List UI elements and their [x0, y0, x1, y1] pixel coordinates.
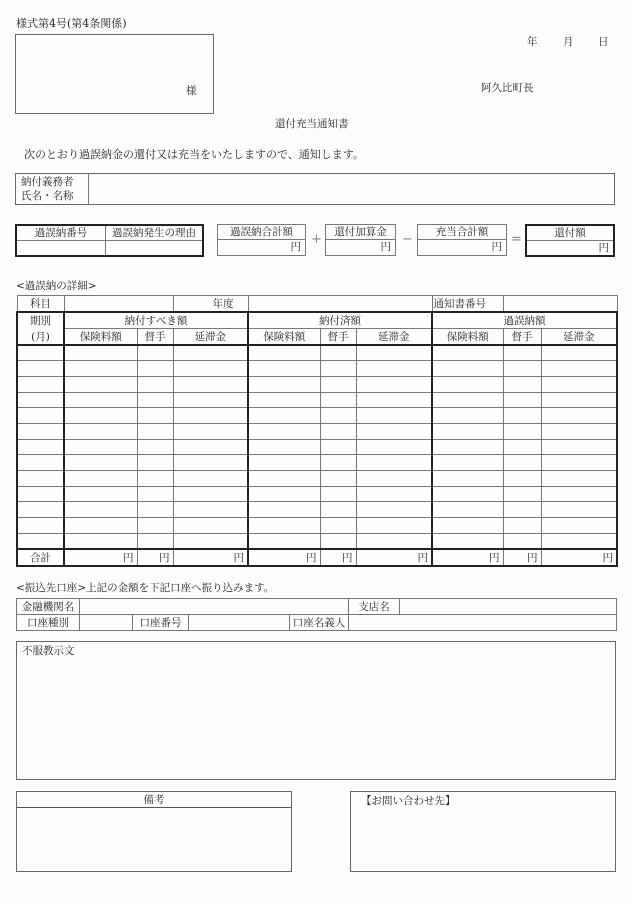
amount-cell[interactable]	[173, 392, 248, 408]
addressee-box[interactable]	[15, 34, 214, 114]
amount-cell[interactable]	[356, 502, 432, 518]
amount-cell[interactable]	[503, 486, 541, 502]
amount-cell[interactable]	[432, 423, 503, 439]
amount-cell[interactable]	[541, 502, 617, 518]
equals-operator: =	[511, 232, 522, 247]
total-overpaid-unit: 円	[290, 241, 301, 253]
fiscal-year-label: 年度	[173, 296, 248, 313]
amount-cell[interactable]	[541, 361, 617, 377]
account-holder-field[interactable]	[349, 615, 617, 631]
total-paid-fee[interactable]: 円	[320, 549, 356, 566]
due-premium-header: 保険料額	[64, 329, 137, 346]
refund-addition-box[interactable]	[325, 224, 396, 256]
amount-cell[interactable]	[64, 376, 137, 392]
date-day: 日	[598, 36, 609, 48]
table-row	[17, 471, 617, 487]
appeal-notice-label: 不服教示文	[22, 645, 75, 657]
amount-cell[interactable]	[173, 486, 248, 502]
obligor-label-line2: 氏名・名称	[21, 190, 74, 202]
amount-cell[interactable]	[432, 361, 503, 377]
amount-cell[interactable]	[541, 533, 617, 549]
period-cell[interactable]	[17, 486, 64, 502]
amount-cell[interactable]	[503, 408, 541, 424]
remarks-label: 備考	[17, 792, 291, 808]
amount-cell[interactable]	[64, 423, 137, 439]
total-overpaid-label: 過誤納合計額	[218, 225, 305, 240]
amount-cell[interactable]	[173, 376, 248, 392]
amount-cell[interactable]	[541, 455, 617, 471]
amount-cell[interactable]	[503, 502, 541, 518]
total-due-premium[interactable]: 円	[64, 549, 137, 566]
obligor-section	[15, 173, 615, 205]
amount-cell[interactable]	[432, 455, 503, 471]
overpaid-fee-header: 督手	[503, 329, 541, 346]
contact-box	[350, 791, 616, 872]
branch-label: 支店名	[349, 599, 400, 615]
amount-cell[interactable]	[356, 423, 432, 439]
amount-cell[interactable]	[248, 408, 320, 424]
amount-cell[interactable]	[173, 471, 248, 487]
amount-cell[interactable]	[64, 392, 137, 408]
table-row	[17, 502, 617, 518]
amount-cell[interactable]	[356, 518, 432, 534]
amount-cell[interactable]	[356, 533, 432, 549]
paid-premium-header: 保険料額	[248, 329, 320, 346]
amount-cell[interactable]	[248, 345, 320, 361]
table-row	[17, 408, 617, 424]
amount-cell[interactable]	[541, 423, 617, 439]
subject-label: 科目	[17, 296, 64, 313]
amount-cell[interactable]	[137, 455, 173, 471]
document-title: 還付充当通知書	[275, 118, 349, 130]
due-fee-header: 督手	[137, 329, 173, 346]
refund-addition-label: 還付加算金	[326, 225, 395, 240]
amount-cell[interactable]	[137, 423, 173, 439]
amount-cell[interactable]	[248, 502, 320, 518]
amount-cell[interactable]	[248, 533, 320, 549]
amount-cell[interactable]	[356, 471, 432, 487]
period-cell[interactable]	[17, 376, 64, 392]
amount-cell[interactable]	[64, 486, 137, 502]
period-cell[interactable]	[17, 439, 64, 455]
detail-meta-row	[17, 296, 617, 313]
amount-cell[interactable]	[432, 533, 503, 549]
amount-cell[interactable]	[503, 345, 541, 361]
amount-cell[interactable]	[137, 518, 173, 534]
group-header-due: 納付すべき額	[64, 312, 248, 329]
amount-cell[interactable]	[356, 392, 432, 408]
amount-cell[interactable]	[432, 408, 503, 424]
amount-cell[interactable]	[320, 439, 356, 455]
amount-cell[interactable]	[320, 502, 356, 518]
total-overpaid-box[interactable]	[217, 224, 306, 256]
period-cell[interactable]	[17, 471, 64, 487]
total-paid-late[interactable]: 円	[356, 549, 432, 566]
overpaid-premium-header: 保険料額	[432, 329, 503, 346]
overpayment-number-field[interactable]	[17, 241, 106, 255]
amount-cell[interactable]	[320, 423, 356, 439]
amount-cell[interactable]	[248, 518, 320, 534]
amount-cell[interactable]	[137, 486, 173, 502]
appropriation-total-unit: 円	[491, 241, 502, 253]
amount-cell[interactable]	[64, 518, 137, 534]
amount-cell[interactable]	[64, 455, 137, 471]
amount-cell[interactable]	[248, 455, 320, 471]
period-cell[interactable]	[17, 345, 64, 361]
amount-cell[interactable]	[503, 455, 541, 471]
amount-cell[interactable]	[503, 471, 541, 487]
amount-cell[interactable]	[137, 345, 173, 361]
period-cell[interactable]	[17, 392, 64, 408]
amount-cell[interactable]	[173, 518, 248, 534]
amount-cell[interactable]	[137, 376, 173, 392]
detail-sub-header-row	[17, 329, 617, 346]
appropriation-total-label: 充当合計額	[418, 225, 506, 240]
period-cell[interactable]	[17, 518, 64, 534]
amount-cell[interactable]	[137, 361, 173, 377]
form-number: 様式第4号(第4条関係)	[16, 17, 127, 30]
refund-amount-unit: 円	[598, 242, 609, 254]
group-header-overpaid: 過誤納額	[432, 312, 617, 329]
amount-cell[interactable]	[64, 502, 137, 518]
overpayment-info-table	[15, 224, 204, 257]
amount-cell[interactable]	[432, 345, 503, 361]
refund-addition-unit: 円	[380, 241, 391, 253]
amount-cell[interactable]	[503, 392, 541, 408]
period-label-line2: (月)	[17, 329, 64, 346]
amount-cell[interactable]	[432, 502, 503, 518]
notice-number-field[interactable]	[503, 296, 617, 313]
amount-cell[interactable]	[248, 439, 320, 455]
overpayment-reason-field[interactable]	[106, 241, 202, 255]
amount-cell[interactable]	[64, 408, 137, 424]
amount-cell[interactable]	[356, 345, 432, 361]
table-row	[17, 423, 617, 439]
date-month: 月	[563, 36, 574, 48]
branch-field[interactable]	[400, 599, 617, 615]
amount-cell[interactable]	[356, 376, 432, 392]
amount-cell[interactable]	[248, 471, 320, 487]
amount-cell[interactable]	[503, 361, 541, 377]
amount-cell[interactable]	[432, 518, 503, 534]
amount-cell[interactable]	[320, 471, 356, 487]
amount-cell[interactable]	[356, 361, 432, 377]
amount-cell[interactable]	[173, 423, 248, 439]
amount-cell[interactable]	[503, 376, 541, 392]
total-overpaid-fee[interactable]: 円	[503, 549, 541, 566]
amount-cell[interactable]	[320, 408, 356, 424]
amount-cell[interactable]	[64, 345, 137, 361]
amount-cell[interactable]	[320, 345, 356, 361]
amount-cell[interactable]	[503, 423, 541, 439]
refund-amount-label: 還付額	[527, 226, 613, 241]
period-label-line1: 期別	[17, 312, 64, 329]
issuer-name: 阿久比町長	[481, 82, 534, 94]
due-late-header: 延滞金	[173, 329, 248, 346]
amount-cell[interactable]	[173, 439, 248, 455]
table-row	[17, 345, 617, 361]
amount-cell[interactable]	[320, 518, 356, 534]
amount-cell[interactable]	[432, 376, 503, 392]
amount-cell[interactable]	[248, 392, 320, 408]
institution-label: 金融機関名	[17, 599, 80, 615]
account-type-field[interactable]	[80, 615, 133, 631]
subject-field[interactable]	[64, 296, 173, 313]
account-number-label: 口座番号	[133, 615, 189, 631]
appropriation-total-box[interactable]	[417, 224, 507, 256]
amount-cell[interactable]	[320, 455, 356, 471]
amount-cell[interactable]	[64, 533, 137, 549]
amount-cell[interactable]	[356, 486, 432, 502]
table-row	[17, 376, 617, 392]
amount-cell[interactable]	[432, 392, 503, 408]
bank-section-title: <振込先口座>上記の金額を下記口座へ振り込みます。	[16, 582, 275, 594]
bank-row-2	[17, 615, 617, 631]
amount-cell[interactable]	[320, 533, 356, 549]
amount-cell[interactable]	[541, 408, 617, 424]
plus-operator: +	[311, 232, 322, 247]
amount-cell[interactable]	[137, 533, 173, 549]
table-row	[17, 439, 617, 455]
total-label: 合計	[17, 549, 64, 566]
remarks-box	[16, 791, 292, 872]
amount-cell[interactable]	[173, 502, 248, 518]
period-cell[interactable]	[17, 423, 64, 439]
bank-table	[16, 598, 617, 631]
amount-cell[interactable]	[248, 376, 320, 392]
amount-cell[interactable]	[137, 408, 173, 424]
overpaid-late-header: 延滞金	[541, 329, 617, 346]
detail-group-header-row	[17, 312, 617, 329]
amount-cell[interactable]	[356, 408, 432, 424]
amount-cell[interactable]	[173, 345, 248, 361]
period-cell[interactable]	[17, 533, 64, 549]
contact-label: 【お問い合わせ先】	[361, 795, 456, 807]
period-cell[interactable]	[17, 408, 64, 424]
total-due-late[interactable]: 円	[173, 549, 248, 566]
amount-cell[interactable]	[137, 471, 173, 487]
paid-late-header: 延滞金	[356, 329, 432, 346]
amount-cell[interactable]	[137, 392, 173, 408]
amount-cell[interactable]	[541, 345, 617, 361]
amount-cell[interactable]	[320, 486, 356, 502]
amount-cell[interactable]	[248, 361, 320, 377]
table-row	[17, 455, 617, 471]
total-overpaid-late[interactable]: 円	[541, 549, 617, 566]
fiscal-year-field[interactable]	[248, 296, 432, 313]
period-cell[interactable]	[17, 502, 64, 518]
amount-cell[interactable]	[541, 518, 617, 534]
total-due-fee[interactable]: 円	[137, 549, 173, 566]
overpayment-number-header: 過誤納番号	[17, 226, 106, 241]
amount-cell[interactable]	[137, 439, 173, 455]
amount-cell[interactable]	[356, 455, 432, 471]
account-type-label: 口座種別	[17, 615, 80, 631]
amount-cell[interactable]	[173, 533, 248, 549]
amount-cell[interactable]	[356, 439, 432, 455]
amount-cell[interactable]	[503, 518, 541, 534]
overpayment-reason-header: 過誤納発生の理由	[106, 226, 202, 241]
amount-cell[interactable]	[541, 392, 617, 408]
detail-section-title: <過誤納の詳細>	[16, 280, 97, 292]
amount-cell[interactable]	[248, 423, 320, 439]
period-cell[interactable]	[17, 455, 64, 471]
table-row	[17, 518, 617, 534]
date-year: 年	[527, 36, 538, 48]
amount-cell[interactable]	[64, 361, 137, 377]
amount-cell[interactable]	[173, 408, 248, 424]
amount-cell[interactable]	[432, 471, 503, 487]
amount-cell[interactable]	[173, 455, 248, 471]
period-cell[interactable]	[17, 361, 64, 377]
amount-cell[interactable]	[503, 533, 541, 549]
bank-row-1	[17, 599, 617, 615]
table-row	[17, 486, 617, 502]
detail-table	[16, 295, 618, 567]
paid-fee-header: 督手	[320, 329, 356, 346]
amount-cell[interactable]	[173, 361, 248, 377]
amount-cell[interactable]	[64, 439, 137, 455]
appeal-notice-box	[16, 641, 616, 780]
institution-field[interactable]	[80, 599, 349, 615]
table-row	[17, 361, 617, 377]
notice-number-label: 通知書番号	[432, 296, 503, 313]
table-row	[17, 533, 617, 549]
table-row	[17, 392, 617, 408]
total-paid-premium[interactable]: 円	[248, 549, 320, 566]
total-overpaid-premium[interactable]: 円	[432, 549, 503, 566]
amount-cell[interactable]	[541, 376, 617, 392]
obligor-label-line1: 納付義務者	[21, 176, 74, 188]
minus-operator: −	[402, 232, 413, 247]
addressee-suffix: 様	[186, 85, 197, 97]
amount-cell[interactable]	[503, 439, 541, 455]
amount-cell[interactable]	[64, 471, 137, 487]
amount-cell[interactable]	[320, 376, 356, 392]
detail-rows	[17, 345, 617, 549]
amount-cell[interactable]	[541, 486, 617, 502]
amount-cell[interactable]	[137, 502, 173, 518]
remarks-field[interactable]	[17, 808, 291, 871]
refund-amount-box[interactable]	[525, 224, 615, 257]
account-number-field[interactable]	[189, 615, 290, 631]
amount-cell[interactable]	[541, 439, 617, 455]
group-header-paid: 納付済額	[248, 312, 432, 329]
intro-text: 次のとおり過誤納金の還付又は充当をいたしますので、通知します。	[24, 148, 364, 161]
amount-cell[interactable]	[320, 392, 356, 408]
detail-total-row	[17, 549, 617, 566]
amount-cell[interactable]	[320, 361, 356, 377]
account-holder-label: 口座名義人	[290, 615, 349, 631]
amount-cell[interactable]	[432, 486, 503, 502]
obligor-label-cell	[16, 174, 89, 204]
amount-cell[interactable]	[432, 439, 503, 455]
amount-cell[interactable]	[248, 486, 320, 502]
amount-cell[interactable]	[541, 471, 617, 487]
